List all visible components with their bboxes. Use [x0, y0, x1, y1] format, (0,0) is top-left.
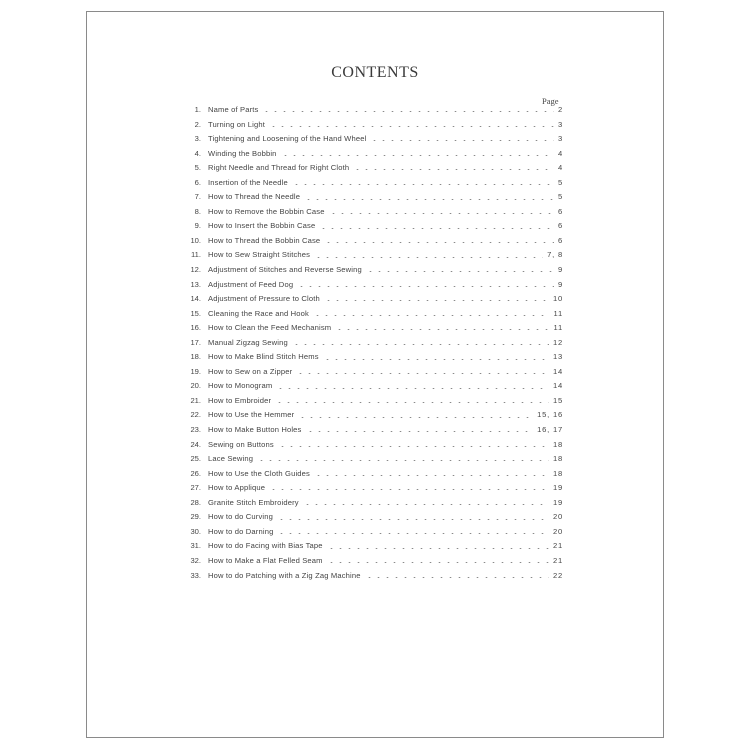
toc-entry-page: 19: [552, 497, 563, 507]
toc-entry-page: 12: [552, 337, 563, 347]
dot-leader: [314, 257, 543, 258]
toc-entry: [183, 205, 563, 220]
toc-entry-page: 5: [557, 192, 563, 202]
toc-entry-line: [208, 248, 563, 263]
toc-entry-title: Manual Zigzag Sewing: [208, 337, 288, 347]
toc-entry-title: How to Make Button Holes: [208, 425, 302, 435]
toc-entry: [183, 467, 563, 482]
toc-entry-line: [208, 365, 563, 380]
toc-entry-page: 11: [553, 308, 563, 318]
dot-leader: [329, 213, 554, 214]
toc-entry: [183, 408, 563, 423]
toc-entry: [183, 161, 563, 176]
toc-entry: [183, 569, 563, 584]
toc-entry-title: Sewing on Buttons: [208, 439, 274, 449]
dot-leader: [314, 475, 549, 476]
toc-entry-line: [208, 118, 563, 133]
toc-entry-number: 31.: [190, 541, 201, 551]
dot-leader: [313, 315, 550, 316]
toc-entry-page: 6: [557, 221, 563, 231]
toc-entry-title: Right Needle and Thread for Right Cloth: [208, 163, 350, 173]
toc-entry-page: 18: [552, 468, 563, 478]
dot-leader: [276, 388, 549, 389]
toc-entry-page: 10: [552, 294, 563, 304]
toc-entry-title: How to do Patching with a Zig Zag Machine: [208, 570, 361, 580]
dot-leader: [275, 402, 549, 403]
toc-entry: [183, 336, 563, 351]
toc-entry-title: How to Monogram: [208, 381, 273, 391]
dot-leader: [277, 519, 549, 520]
toc-entry-line: [208, 161, 563, 176]
dot-leader: [281, 155, 554, 156]
toc-entry: [183, 423, 563, 438]
toc-entry: [183, 103, 563, 118]
toc-entry: [183, 510, 563, 525]
toc-entry: [183, 525, 563, 540]
toc-entry-page: 15, 16: [537, 410, 563, 420]
toc-entry-title: Granite Stitch Embroidery: [208, 497, 299, 507]
toc-entry-number: 33.: [190, 570, 201, 580]
toc-entry: [183, 321, 563, 336]
toc-entry: [183, 554, 563, 569]
dot-leader: [370, 140, 554, 141]
dot-leader: [278, 446, 549, 447]
toc-entry-line: [208, 510, 563, 525]
toc-entry-page: 4: [557, 163, 563, 173]
dot-leader: [304, 199, 554, 200]
toc-entry-number: 12.: [190, 265, 201, 275]
toc-entry-number: 5.: [194, 163, 201, 173]
toc-entry-page: 2: [557, 105, 563, 114]
toc-entry: [183, 278, 563, 293]
toc-entry-line: [208, 263, 563, 278]
toc-entry-title: How to Sew Straight Stitches: [208, 250, 311, 260]
toc-entry-title: How to Sew on a Zipper: [208, 366, 293, 376]
toc-entry-number: 7.: [194, 192, 201, 202]
toc-entry-line: [208, 147, 563, 162]
toc-entry: [183, 234, 563, 249]
toc-entry-page: 3: [557, 134, 563, 144]
toc-entry: [183, 118, 563, 133]
toc-entry: [183, 379, 563, 394]
toc-entry-title: How to do Facing with Bias Tape: [208, 541, 323, 551]
toc-entry-page: 5: [557, 177, 563, 187]
toc-entry-number: 23.: [190, 425, 201, 435]
toc-entry-page: 7, 8: [547, 250, 563, 260]
toc-entry-title: Adjustment of Feed Dog: [208, 279, 294, 289]
toc-entry: [183, 350, 563, 365]
toc-entry-title: How to Use the Hemmer: [208, 410, 295, 420]
page-title: CONTENTS: [331, 64, 419, 81]
toc-entry-page: 15: [552, 395, 563, 405]
toc-entry-page: 6: [557, 235, 563, 245]
toc-entry-number: 16.: [190, 323, 201, 333]
toc-entry: [183, 452, 563, 467]
toc-entry-title: Adjustment of Pressure to Cloth: [208, 294, 320, 304]
toc-entry-title: Tightening and Loosening of the Hand Wheel: [208, 134, 367, 144]
toc-entry-page: 14: [552, 381, 563, 391]
toc-entry-number: 26.: [190, 468, 201, 478]
toc-entry-line: [208, 321, 563, 336]
toc-entry-title: How to Thread the Bobbin Case: [208, 235, 321, 245]
toc-entry: [183, 496, 563, 511]
toc-entry-title: How to Insert the Bobbin Case: [208, 221, 316, 231]
document-page: [86, 11, 664, 738]
dot-leader: [277, 533, 549, 534]
dot-leader: [327, 548, 549, 549]
toc-entry-line: [208, 408, 563, 423]
toc-entry-page: 21: [552, 541, 563, 551]
toc-entry: [183, 147, 563, 162]
toc-entry-line: [208, 481, 563, 496]
toc-entry-page: 21: [552, 555, 563, 565]
toc-entry-number: 13.: [190, 279, 201, 289]
toc-entry-page: 16, 17: [537, 425, 563, 435]
toc-entry-page: 22: [552, 570, 563, 580]
toc-entry-page: 9: [557, 279, 563, 289]
toc-entry-number: 8.: [194, 206, 201, 216]
toc-entry-line: [208, 394, 563, 409]
toc-entry-page: 18: [552, 454, 563, 464]
toc-entry-title: Name of Parts: [208, 105, 259, 114]
dot-leader: [297, 286, 554, 287]
dot-leader: [366, 271, 554, 272]
toc-entry: [183, 438, 563, 453]
toc-entry: [183, 190, 563, 205]
toc-entry-line: [208, 234, 563, 249]
toc-entry-line: [208, 539, 563, 554]
toc-entry-title: Winding the Bobbin: [208, 148, 277, 158]
toc-entry-page: 14: [552, 366, 563, 376]
toc-entry-number: 2.: [194, 119, 201, 129]
toc-entry: [183, 292, 563, 307]
toc-entry-page: 18: [552, 439, 563, 449]
toc-entry-page: 4: [557, 148, 563, 158]
toc-entry-line: [208, 176, 563, 191]
toc-entry-number: 19.: [190, 366, 201, 376]
toc-entry-number: 18.: [190, 352, 201, 362]
toc-entry-number: 3.: [194, 134, 201, 144]
toc-entry-title: How to Remove the Bobbin Case: [208, 206, 325, 216]
toc-entry: [183, 248, 563, 263]
dot-leader: [292, 184, 554, 185]
toc-entry-title: Adjustment of Stitches and Reverse Sewing: [208, 265, 362, 275]
toc-entry-page: 19: [552, 483, 563, 493]
dot-leader: [365, 577, 549, 578]
toc-entry-title: How to Make Blind Stitch Hems: [208, 352, 319, 362]
toc-entry-title: How to Applique: [208, 483, 266, 493]
toc-entry-line: [208, 467, 563, 482]
toc-entry-line: [208, 525, 563, 540]
toc-entry-line: [208, 569, 563, 584]
toc-entry-line: [208, 336, 563, 351]
toc-entry-number: 22.: [190, 410, 201, 420]
toc-entry-number: 9.: [194, 221, 201, 231]
toc-entry-page: 11: [553, 323, 563, 333]
dot-leader: [269, 489, 549, 490]
toc-entry-title: Cleaning the Race and Hook: [208, 308, 309, 318]
toc-entry: [183, 307, 563, 322]
toc-entry-line: [208, 350, 563, 365]
table-of-contents: [183, 103, 563, 583]
dot-leader: [298, 417, 533, 418]
toc-entry-line: [208, 496, 563, 511]
toc-entry-number: 28.: [190, 497, 201, 507]
dot-leader: [296, 373, 549, 374]
toc-entry-page: 9: [557, 265, 563, 275]
toc-entry-title: How to Use the Cloth Guides: [208, 468, 310, 478]
toc-entry-page: 6: [557, 206, 563, 216]
toc-entry-page: 20: [552, 512, 563, 522]
toc-entry-title: How to Embroider: [208, 395, 272, 405]
toc-entry: [183, 365, 563, 380]
toc-entry: [183, 176, 563, 191]
toc-entry: [183, 539, 563, 554]
toc-entry-line: [208, 423, 563, 438]
toc-entry-number: 29.: [190, 512, 201, 522]
dot-leader: [324, 242, 554, 243]
toc-entry-page: 3: [557, 119, 563, 129]
toc-entry-number: 30.: [190, 526, 201, 536]
toc-entry-page: 13: [552, 352, 563, 362]
toc-entry-title: How to do Curving: [208, 512, 274, 522]
toc-entry-line: [208, 219, 563, 234]
dot-leader: [306, 431, 534, 432]
dot-leader: [303, 504, 549, 505]
toc-entry-line: [208, 554, 563, 569]
toc-entry-title: Lace Sewing: [208, 454, 254, 464]
toc-entry-title: How to Clean the Feed Mechanism: [208, 323, 332, 333]
dot-leader: [319, 228, 554, 229]
toc-entry-number: 25.: [190, 454, 201, 464]
toc-entry: [183, 394, 563, 409]
toc-entry-line: [208, 103, 563, 118]
toc-entry-number: 32.: [190, 555, 201, 565]
toc-entry-number: 4.: [194, 148, 201, 158]
page-column-label: Page: [542, 96, 559, 106]
toc-entry: [183, 132, 563, 147]
toc-entry-line: [208, 438, 563, 453]
toc-entry-line: [208, 292, 563, 307]
toc-entry-title: Insertion of the Needle: [208, 177, 288, 187]
toc-entry-line: [208, 278, 563, 293]
toc-entry-number: 24.: [190, 439, 201, 449]
toc-entry-title: Turning on Light: [208, 119, 265, 129]
toc-entry-line: [208, 307, 563, 322]
dot-leader: [327, 562, 549, 563]
toc-entry-line: [208, 205, 563, 220]
toc-entry-line: [208, 452, 563, 467]
dot-leader: [335, 329, 549, 330]
toc-entry-number: 15.: [190, 308, 201, 318]
toc-entry-number: 17.: [190, 337, 201, 347]
toc-entry-line: [208, 132, 563, 147]
dot-leader: [262, 111, 553, 112]
toc-entry: [183, 481, 563, 496]
toc-entry-number: 6.: [194, 177, 201, 187]
toc-entry-title: How to Thread the Needle: [208, 192, 301, 202]
toc-entry: [183, 219, 563, 234]
dot-leader: [257, 460, 549, 461]
toc-entry-line: [208, 379, 563, 394]
toc-entry-title: How to Make a Flat Felled Seam: [208, 555, 323, 565]
toc-entry-title: How to do Darning: [208, 526, 274, 536]
toc-entry-number: 14.: [190, 294, 201, 304]
dot-leader: [324, 300, 549, 301]
toc-entry-number: 11.: [191, 250, 201, 260]
toc-entry-number: 10.: [190, 235, 201, 245]
toc-entry-number: 1.: [194, 105, 201, 114]
dot-leader: [323, 359, 549, 360]
dot-leader: [353, 169, 554, 170]
toc-entry-number: 21.: [190, 395, 201, 405]
toc-entry: [183, 263, 563, 278]
toc-entry-line: [208, 190, 563, 205]
dot-leader: [269, 126, 554, 127]
toc-entry-number: 27.: [190, 483, 201, 493]
toc-entry-page: 20: [552, 526, 563, 536]
dot-leader: [292, 344, 549, 345]
toc-entry-number: 20.: [190, 381, 201, 391]
